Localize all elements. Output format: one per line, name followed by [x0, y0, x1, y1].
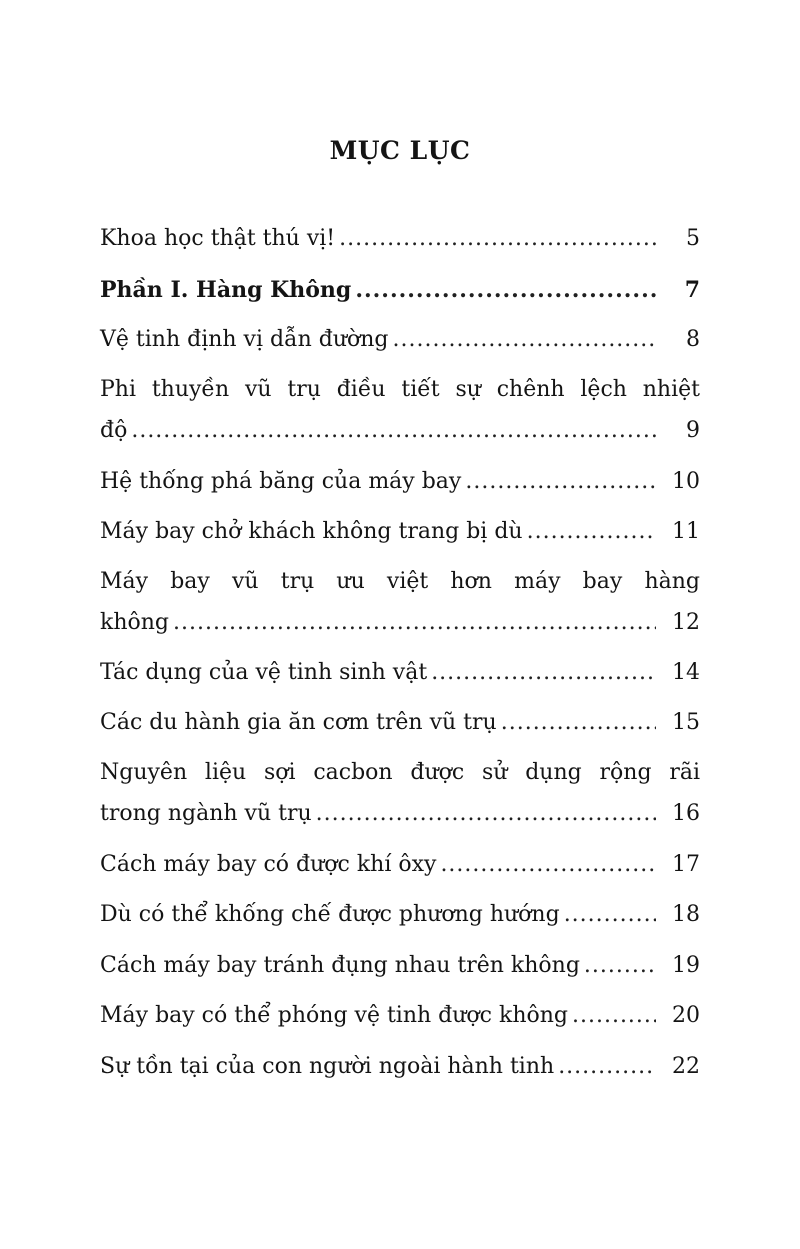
toc-page-number: 22	[672, 1054, 700, 1079]
toc-entry-title: Cách máy bay tránh đụng nhau trên không	[100, 953, 580, 978]
toc-entry	[100, 515, 700, 549]
dot-leader	[393, 323, 657, 357]
toc-entry-title: Máy bay chở khách không trang bị dù	[100, 519, 523, 544]
page-title: MỤC LỤC	[329, 136, 471, 165]
dot-leader	[339, 222, 656, 256]
toc-page-number: 9	[686, 418, 700, 443]
toc-entry-title: Cách máy bay có được khí ôxy	[100, 852, 437, 877]
toc-page-number: 16	[672, 801, 700, 826]
dot-leader	[131, 414, 656, 448]
toc-page-number: 12	[672, 610, 700, 635]
toc-entry-title: Dù có thể khống chế được phương hướng	[100, 902, 560, 927]
dot-leader	[584, 949, 656, 983]
toc-entry-title: Vệ tinh định vị dẫn đường	[100, 327, 389, 352]
toc-entry	[100, 797, 700, 831]
dot-leader	[355, 273, 656, 307]
toc-page-number: 20	[672, 1003, 700, 1028]
toc-page-number: 10	[672, 469, 700, 494]
toc-entry-title: trong ngành vũ trụ	[100, 801, 312, 826]
toc-entry	[100, 706, 700, 740]
dot-leader	[501, 706, 656, 740]
toc-page-number: 8	[686, 327, 700, 352]
toc-entry	[100, 323, 700, 357]
toc-entry	[100, 898, 700, 932]
toc-entry-title-line1: Nguyên liệu sợi cacbon được sử dụng rộng rãi	[100, 760, 700, 785]
toc-entry	[100, 1050, 700, 1084]
toc-entry	[100, 656, 700, 690]
toc-entry	[100, 414, 700, 448]
toc-entry-title: độ	[100, 418, 128, 443]
dot-leader	[572, 999, 656, 1033]
toc-entry-title: Máy bay có thể phóng vệ tinh được không	[100, 1003, 568, 1028]
toc-entry-title: Phần I. Hàng Không	[100, 277, 352, 303]
toc-page-number: 11	[672, 519, 700, 544]
toc-entry	[100, 465, 700, 499]
toc-entry-title-line1: Phi thuyền vũ trụ điều tiết sự chênh lệch nhiệt	[100, 377, 700, 402]
dot-leader	[527, 515, 656, 549]
toc-page-number: 17	[672, 852, 700, 877]
toc-entry	[100, 949, 700, 983]
dot-leader	[440, 848, 656, 882]
toc-entry-title: Tác dụng của vệ tinh sinh vật	[100, 660, 428, 685]
toc-page-number: 19	[672, 953, 700, 978]
toc-page-number: 14	[672, 660, 700, 685]
toc-entry	[100, 848, 700, 882]
toc-entry-title: Hệ thống phá băng của máy bay	[100, 469, 462, 494]
dot-leader	[564, 898, 656, 932]
toc-page-number: 5	[686, 226, 700, 251]
toc-entry	[100, 999, 700, 1033]
toc-entry	[100, 222, 700, 256]
toc-entry-title: Các du hành gia ăn cơm trên vũ trụ	[100, 710, 497, 735]
toc-section-heading	[100, 273, 700, 307]
dot-leader	[465, 465, 656, 499]
toc-page-number: 18	[672, 902, 700, 927]
dot-leader	[316, 797, 656, 831]
dot-leader	[431, 656, 656, 690]
dot-leader	[558, 1050, 656, 1084]
toc-entry	[100, 606, 700, 640]
toc-page-number: 15	[672, 710, 700, 735]
toc-page-number: 7	[684, 277, 700, 303]
toc-entry-title-line1: Máy bay vũ trụ ưu việt hơn máy bay hàng	[100, 569, 700, 594]
dot-leader	[173, 606, 656, 640]
toc-entry-title: không	[100, 610, 169, 635]
toc-entry-title: Sự tồn tại của con người ngoài hành tinh	[100, 1054, 555, 1079]
toc-entry-title: Khoa học thật thú vị!	[100, 226, 336, 251]
